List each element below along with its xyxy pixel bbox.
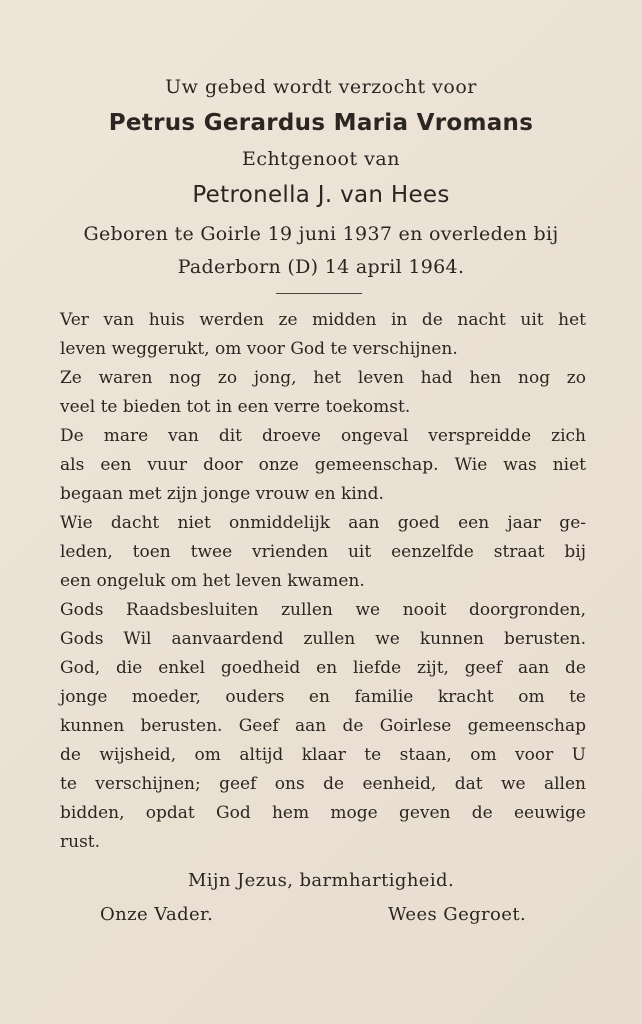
text-line: bidden, opdat God hem moge geven de eeuwige bbox=[60, 803, 586, 823]
spouse-name: Petronella J. van Hees bbox=[192, 182, 450, 208]
memorial-text bbox=[60, 306, 586, 857]
text-line: kunnen berusten. Geef aan de Goirlese gemeenschap bbox=[60, 716, 586, 736]
deceased-name: Petrus Gerardus Maria Vromans bbox=[108, 110, 534, 136]
text-line: God, die enkel goedheid en liefde zijt, geef aan de bbox=[60, 658, 586, 678]
text-line: een ongeluk om het leven kwamen. bbox=[60, 571, 365, 591]
text-line: De mare van dit droeve ongeval verspreidde zich bbox=[60, 426, 586, 446]
birth-death-line-2: Paderborn (D) 14 april 1964. bbox=[177, 256, 465, 278]
text-line: Wie dacht niet onmiddelijk aan goed een jaar ge- bbox=[60, 513, 586, 533]
text-line: jonge moeder, ouders en familie kracht om te bbox=[60, 687, 586, 707]
relation-line: Echtgenoot van bbox=[242, 148, 400, 170]
text-line: te verschijnen; geef ons de eenheid, dat we allen bbox=[60, 774, 586, 794]
divider bbox=[276, 293, 362, 294]
text-line: Gods Raadsbesluiten zullen we nooit doorgronden, bbox=[60, 600, 586, 620]
text-line: Ver van huis werden ze midden in de nacht uit het bbox=[60, 310, 586, 330]
closing-prayer: Mijn Jezus, barmhartigheid. bbox=[187, 870, 455, 891]
text-line: rust. bbox=[60, 832, 101, 852]
prayer-onze-vader: Onze Vader. bbox=[100, 904, 214, 925]
prayer-wees-gegroet: Wees Gegroet. bbox=[388, 904, 527, 925]
text-line: de wijsheid, om altijd klaar te staan, om voor U bbox=[60, 745, 586, 765]
text-line: leven weggerukt, om voor God te verschijnen. bbox=[60, 339, 458, 359]
text-line: Gods Wil aanvaardend zullen we kunnen berusten. bbox=[60, 629, 586, 649]
intro-line: Uw gebed wordt verzocht voor bbox=[165, 76, 477, 98]
text-line: begaan met zijn jonge vrouw en kind. bbox=[60, 484, 384, 504]
text-line: Ze waren nog zo jong, het leven had hen nog zo bbox=[60, 368, 586, 388]
birth-death-line-1: Geboren te Goirle 19 juni 1937 en overleden bij bbox=[83, 223, 559, 245]
text-line: als een vuur door onze gemeenschap. Wie was niet bbox=[60, 455, 586, 475]
text-line: leden, toen twee vrienden uit eenzelfde straat bij bbox=[60, 542, 586, 562]
text-line: veel te bieden tot in een verre toekomst. bbox=[60, 397, 411, 417]
